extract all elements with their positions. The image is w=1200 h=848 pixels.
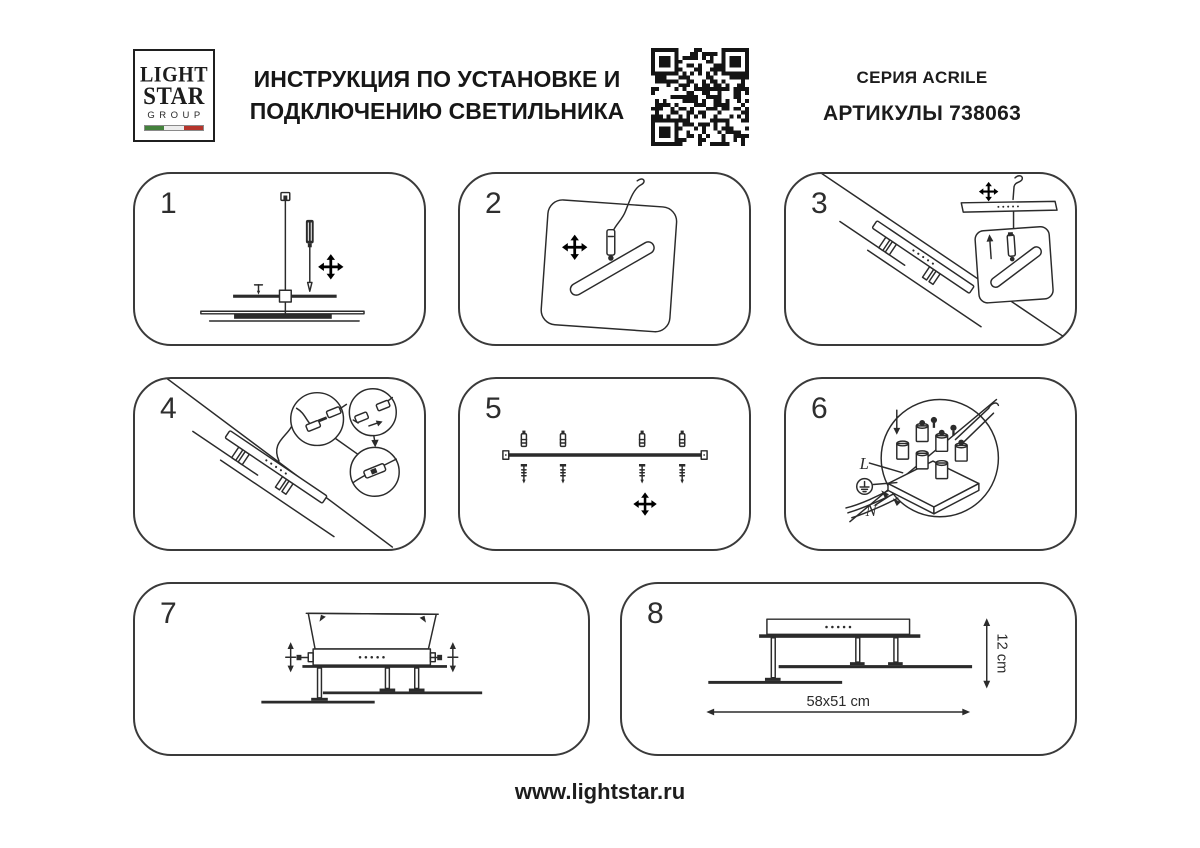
installed-fixture-dimensions-drawing [622, 584, 1075, 754]
logo-word-group: GROUP [147, 110, 205, 121]
side-screw-right [430, 642, 457, 672]
width-dim-label: 58x51 cm [806, 694, 870, 711]
terminal-block [888, 420, 979, 514]
height-dim-label: 12 cm [993, 633, 1010, 674]
stand-posts-and-bars [261, 668, 482, 703]
step-1-panel [133, 172, 426, 346]
logo-flag-bar [144, 125, 204, 131]
wire-connector [607, 230, 615, 261]
title-line-2: ПОДКЛЮЧЕНИЮ СВЕТИЛЬНИКА [249, 98, 625, 124]
move-arrows-icon [979, 182, 999, 202]
suspension-rod-and-screwdriver-drawing [135, 174, 424, 344]
flag-green [145, 126, 164, 130]
step-5-panel [458, 377, 751, 551]
fixture-body [759, 619, 920, 638]
small-screw [255, 285, 263, 295]
step-8-number: 8 [647, 597, 664, 630]
step-3-number: 3 [811, 187, 828, 220]
step-6-panel [784, 377, 1077, 551]
wall-dowels [521, 431, 684, 447]
flag-red [184, 126, 203, 130]
terminal-block-wiring-drawing [786, 379, 1075, 549]
step-1-number: 1 [160, 187, 177, 220]
step-8-panel [620, 582, 1077, 756]
closeup-circle-joined-connector [350, 447, 399, 496]
canopy-shade [306, 613, 438, 649]
page-title [237, 63, 637, 127]
wire [1013, 176, 1022, 200]
light-bar-side-view [201, 311, 364, 321]
stand-posts-and-bars [708, 638, 972, 684]
title-line-1: ИНСТРУКЦИЯ ПО УСТАНОВКЕ И [253, 66, 621, 92]
height-dimension [983, 618, 1009, 688]
width-dimension [706, 694, 970, 715]
fixture-diagonal-view [835, 204, 997, 327]
mounting-bar-hardware-drawing [460, 379, 749, 549]
qr-code [651, 48, 749, 146]
logo-word-star: STAR [143, 81, 205, 110]
lightstar-logo [133, 49, 215, 142]
closeup-circle-joining-direction [349, 389, 396, 436]
website-url: www.lightstar.ru [514, 779, 686, 804]
flag-white [164, 126, 183, 130]
step-2-number: 2 [485, 187, 502, 220]
step-3-panel [784, 172, 1077, 346]
step-4-panel [133, 377, 426, 551]
step-2-panel [458, 172, 751, 346]
series-label: СЕРИЯ ACRILE [856, 68, 988, 87]
move-arrows-icon [633, 492, 656, 515]
step-4-number: 4 [160, 392, 177, 425]
move-arrows-icon [562, 235, 587, 260]
mounting-bar [503, 451, 707, 459]
bracket-inset [961, 176, 1057, 230]
logo-word-light: LIGHT [139, 62, 209, 88]
leader-line [336, 439, 359, 456]
ground-icon [857, 479, 873, 495]
connector-into-light-bar-drawing [460, 174, 749, 344]
step-6-number: 6 [811, 392, 828, 425]
live-label: L [859, 453, 869, 473]
screws [521, 464, 686, 484]
step-7-panel [133, 582, 590, 756]
closeup-circle-separate-connectors [291, 393, 347, 446]
screwdriver-icon [306, 220, 314, 291]
article-number: АРТИКУЛЫ 738063 [822, 102, 1022, 125]
step-7-number: 7 [160, 597, 177, 630]
fixture-on-ceiling-drawing [786, 174, 1075, 344]
joining-connectors-drawing [135, 379, 424, 549]
product-info [772, 68, 1072, 126]
move-arrows-icon [318, 254, 343, 279]
fixture-body [302, 649, 447, 668]
step-5-number: 5 [485, 392, 502, 425]
connector-inset-panel [975, 226, 1054, 303]
slider-nut [280, 290, 292, 302]
side-screw-left [286, 642, 308, 672]
neutral-label: N [865, 500, 877, 520]
canopy-mounting-drawing [135, 584, 588, 754]
